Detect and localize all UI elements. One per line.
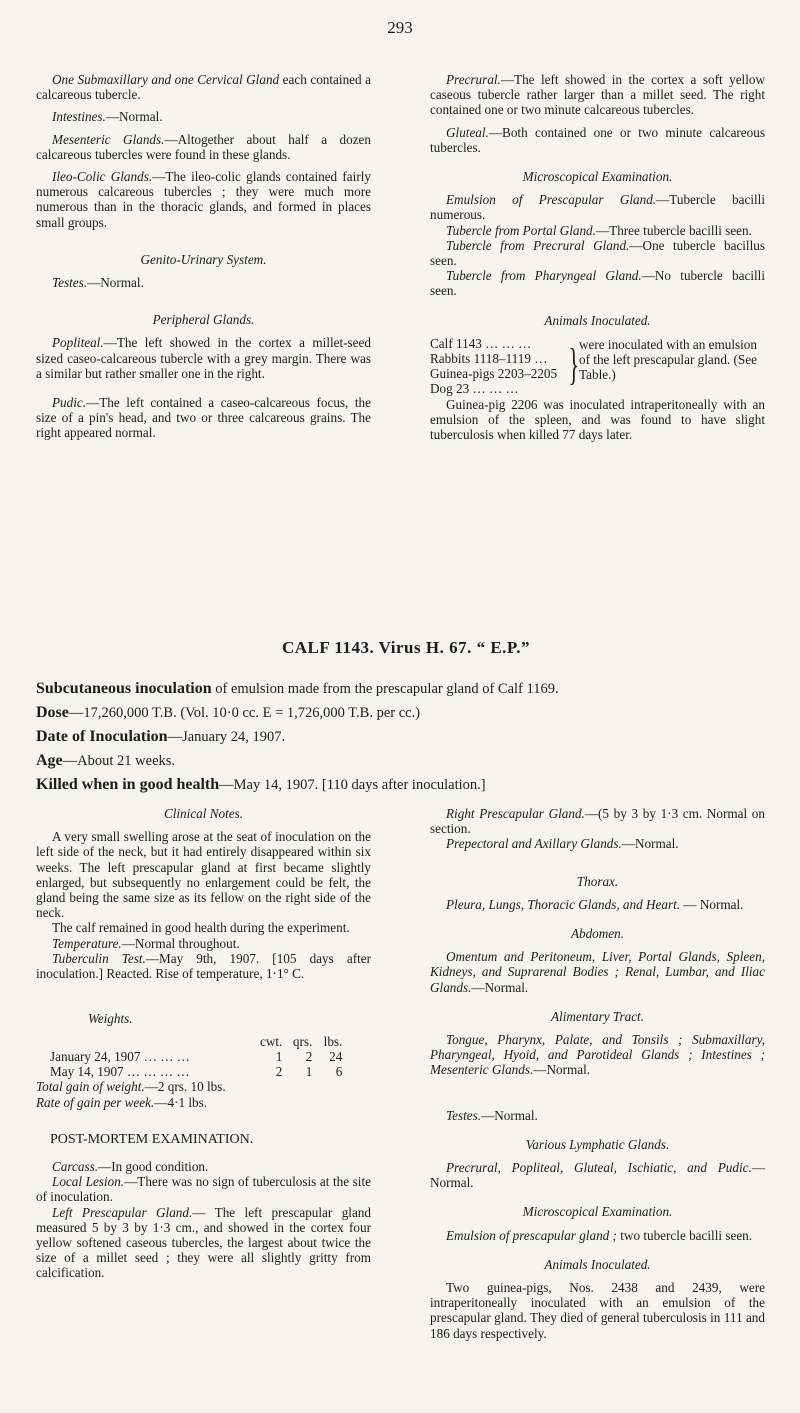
entry-label: Emulsion of Prescapular Gland.: [446, 192, 657, 208]
entry-label: Ileo-Colic Glands.: [52, 169, 153, 185]
entry-label: Left Prescapular Gland.: [52, 1204, 193, 1220]
section-heading: Abdomen.: [570, 926, 625, 942]
entry-text: —Normal.: [471, 979, 529, 995]
entry-text: —No tubercle bacilli seen.: [430, 268, 765, 299]
case-line-lead: Subcutaneous inoculation: [36, 680, 212, 698]
entry-label: Carcass.: [52, 1159, 99, 1175]
entry-label: Gluteal.: [446, 124, 489, 140]
section-heading: Various Lymphatic Glands.: [525, 1136, 670, 1152]
paragraph: [430, 72, 765, 118]
inoculation-list: [430, 336, 765, 397]
case-line-text: of emulsion made from the prescapular gland of Calf 1169.: [211, 681, 559, 698]
paragraph: [430, 125, 765, 155]
case-line-text: —About 21 weeks.: [62, 753, 176, 770]
section-heading: Thorax.: [576, 873, 619, 889]
entry-text: —In good condition.: [98, 1159, 209, 1175]
entry-label: Tuberculin Test.: [52, 950, 146, 966]
entry-text: —Both contained one or two minute calcareous tubercles.: [430, 124, 765, 155]
paragraph: [430, 1108, 765, 1123]
weight-date: May 14, 1907 … … … …: [50, 1064, 190, 1080]
case-line: [36, 701, 776, 725]
entry-text: —Three tubercle bacilli seen.: [595, 222, 752, 238]
postmortem-heading: POST-MORTEM EXAMINATION.: [50, 1131, 254, 1147]
paragraph: [36, 1174, 371, 1204]
entry-label: Precrural, Popliteal, Gluteal, Ischiatic, and Pudic.: [446, 1160, 752, 1176]
case-line-lead: Date of Inoculation: [36, 728, 168, 746]
weight-lbs: 24: [329, 1049, 343, 1065]
weight-cwt: 1: [275, 1049, 283, 1065]
case-title: CALF 1143. Virus H. 67. “ E.P.”: [281, 638, 531, 657]
inoculation-note: were inoculated with an emulsion of the left prescapular gland. (See Table.): [579, 336, 757, 383]
section-heading: Weights.: [88, 1011, 133, 1027]
section-heading: Microscopical Examination.: [522, 169, 673, 185]
animal-list: [430, 336, 565, 397]
entry-label: Mesenteric Glands.: [52, 131, 165, 147]
animal-item: Dog 23 … … …: [430, 381, 519, 397]
weight-cwt: 2: [275, 1064, 283, 1080]
top-right-column: [430, 72, 765, 442]
entry-label: Right Prescapular Gland.: [446, 806, 585, 821]
entry-text: —The left showed in the cortex a soft yellow caseous tubercle rather larger than a millet seed. The right contained one or two minute calcareous tubercles.: [430, 72, 765, 118]
paragraph: [430, 949, 765, 995]
unit-label: lbs.: [323, 1034, 343, 1050]
case-line: [36, 749, 776, 773]
paragraph: Two guinea-pigs, Nos. 2438 and 2439, were intraperitoneally inoculated with an emulsion of the prescapular gland. They died of general tuberculosis in 111 and 186 days respectively.: [430, 1280, 765, 1341]
entry-text: — The left prescapular gland measured 5 by 3 by 1·3 cm., and showed in the cortex four yellow softened caseous tubercles, the largest about twice the size of a millet seed ; they were all slightly gritty from calcification.: [36, 1204, 371, 1281]
weight-lbs: 6: [335, 1064, 343, 1080]
paragraph: [430, 238, 765, 268]
entry-text: —The left contained a caseo-calcareous focus, the size of a pin's head, and two or three calcareous grains. The right appeared normal.: [36, 395, 371, 441]
paragraph: A very small swelling arose at the seat of inoculation on the left side of the neck, but it had entirely disappeared within six weeks. The left prescapular gland at first became slightly enlarged, but subsequently no enlargement could be felt, the gland being the same size as its fellow on the right side of the neck.: [36, 829, 371, 921]
case-line-text: —17,260,000 T.B. (Vol. 10·0 cc. E = 1,726,000 T.B. per cc.): [68, 705, 421, 722]
entry-label: Tubercle from Portal Gland.: [446, 222, 596, 238]
paragraph: [430, 268, 765, 298]
entry-label: Precrural.: [446, 72, 501, 87]
entry-label: Pudic.: [52, 395, 87, 411]
paragraph: [430, 836, 765, 851]
entry-text: —Normal.: [105, 109, 163, 125]
paragraph: Guinea-pig 2206 was inoculated intraperitoneally with an emulsion of the spleen, and was found to have slight tuberculosis when killed 77 days later.: [430, 396, 765, 443]
table-row: [50, 1064, 342, 1079]
paragraph: [36, 132, 371, 162]
page-number: 293: [387, 18, 413, 37]
entry-text: —Altogether about half a dozen calcareous tubercles were found in these glands.: [36, 131, 372, 162]
paragraph: [430, 1032, 765, 1078]
paragraph: [430, 1160, 765, 1190]
entry-text: — Normal.: [430, 1160, 765, 1191]
entry-label: Tubercle from Precrural Gland.: [446, 237, 630, 253]
entry-label: Testes.: [52, 275, 88, 291]
top-left-column: [36, 72, 371, 441]
weight-qrs: 1: [305, 1064, 313, 1080]
paragraph: The calf remained in good health during the experiment.: [52, 920, 350, 936]
entry-text: —One tubercle bacillus seen.: [430, 237, 765, 269]
entry-text: —The ileo-colic glands contained fairly numerous calcareous tubercles ; they were much more numerous than in the thoracic glands, and formed in places small groups.: [36, 169, 371, 230]
paragraph: [36, 936, 371, 951]
case-line-text: —May 14, 1907. [110 days after inoculation.]: [219, 777, 486, 794]
section-heading: Alimentary Tract.: [550, 1008, 645, 1024]
entry-label: Temperature.: [52, 935, 122, 951]
entry-label: Testes.: [446, 1107, 482, 1123]
case-line-lead: Killed when in good health: [36, 776, 220, 794]
entry-text: —Tubercle bacilli numerous.: [430, 192, 765, 223]
weights-table: [50, 1034, 342, 1079]
section-heading: Clinical Notes.: [163, 806, 244, 821]
bottom-left-column: [36, 806, 371, 1281]
case-line-text: —January 24, 1907.: [167, 729, 286, 746]
entry-text: two tubercle bacilli seen.: [616, 1227, 753, 1243]
table-row: [50, 1049, 342, 1064]
section-heading: Microscopical Examination.: [522, 1204, 673, 1220]
paragraph: [36, 72, 371, 102]
table-row: [50, 1034, 342, 1049]
entry-text: —Normal.: [87, 275, 144, 291]
entry-text: each contained a calcareous tubercle.: [36, 72, 371, 103]
entry-text: —Normal.: [481, 1107, 538, 1123]
section-heading: Animals Inoculated.: [544, 1256, 651, 1272]
case-line-lead: Age: [36, 752, 63, 770]
entry-text: —The left showed in the cortex a millet-seed sized caseo-calcareous tubercle with a grey margin. There was a similar but rather smaller one in the right.: [36, 335, 371, 381]
entry-label: Prepectoral and Axillary Glands.: [446, 836, 622, 852]
paragraph: [36, 1159, 371, 1174]
paragraph: [36, 951, 371, 981]
paragraph: [430, 223, 765, 238]
weight-date: January 24, 1907 … … …: [50, 1049, 190, 1065]
entry-label: Popliteal.: [52, 335, 104, 351]
entry-label: Pleura, Lungs, Thoracic Glands, and Heart.: [446, 896, 681, 912]
unit-label: cwt.: [260, 1034, 283, 1050]
paragraph: [430, 897, 765, 912]
entry-text: —Normal.: [533, 1062, 591, 1078]
entry-label: Local Lesion.: [52, 1174, 125, 1190]
paragraph: [430, 806, 765, 836]
entry-label: One Submaxillary and one Cervical Gland: [52, 72, 280, 87]
section-heading: Genito-Urinary System.: [140, 251, 267, 267]
paragraph: [36, 275, 371, 290]
entry-label: Omentum and Peritoneum, Liver, Portal Glands, Spleen, Kidneys, and Suprarenal Bodies ; Renal, Lumbar, and Iliac Glands.: [430, 949, 765, 995]
animal-item: Guinea-pigs 2203–2205: [430, 366, 558, 382]
entry-text: —(5 by 3 by 1·3 cm. Normal on section.: [430, 806, 765, 837]
section-heading: Peripheral Glands.: [152, 312, 255, 328]
entry-text: — Normal.: [680, 896, 744, 912]
weight-qrs: 2: [305, 1049, 313, 1065]
animal-item: Rabbits 1118–1119 …: [430, 351, 548, 367]
paragraph: [430, 1228, 765, 1243]
case-line-lead: Dose: [36, 704, 69, 722]
paragraph: [36, 335, 371, 381]
entry-label: Emulsion of prescapular gland ;: [446, 1227, 617, 1243]
animal-item: Calf 1143 … … …: [430, 335, 532, 351]
case-line: [36, 773, 776, 797]
paragraph: [36, 109, 371, 124]
entry-text: —There was no sign of tuberculosis at the site of inoculation.: [36, 1174, 371, 1205]
entry-label: Tubercle from Pharyngeal Gland.: [446, 268, 642, 284]
case-line: [36, 725, 776, 749]
paragraph: [36, 1095, 371, 1110]
paragraph: [36, 1205, 371, 1281]
paragraph: [36, 169, 371, 230]
entry-text: —2 qrs. 10 lbs.: [144, 1079, 226, 1095]
paragraph: [36, 1079, 371, 1094]
entry-label: Rate of gain per week.: [36, 1094, 155, 1110]
entry-label: Total gain of weight.: [36, 1079, 145, 1095]
section-heading: Animals Inoculated.: [544, 312, 651, 328]
case-header: [36, 640, 776, 797]
entry-label: Tongue, Pharynx, Palate, and Tonsils ; Submaxillary, Pharyngeal, Hyoid, and Parotideal Glands ; Intestines ; Mesenteric Glands.: [430, 1032, 765, 1078]
entry-text: —Normal throughout.: [121, 935, 240, 951]
entry-text: —Normal.: [621, 836, 679, 852]
entry-text: —4·1 lbs.: [154, 1094, 208, 1110]
paragraph: [430, 192, 765, 222]
brace-glyph: }: [568, 339, 580, 389]
entry-label: Intestines.: [52, 109, 106, 125]
unit-label: qrs.: [292, 1034, 313, 1050]
entry-text: —May 9th, 1907. [105 days after inoculation.] Reacted. Rise of temperature, 1·1° C.: [36, 950, 371, 982]
case-line: [36, 677, 776, 701]
paragraph: [36, 395, 371, 441]
bottom-right-column: [430, 806, 765, 1341]
